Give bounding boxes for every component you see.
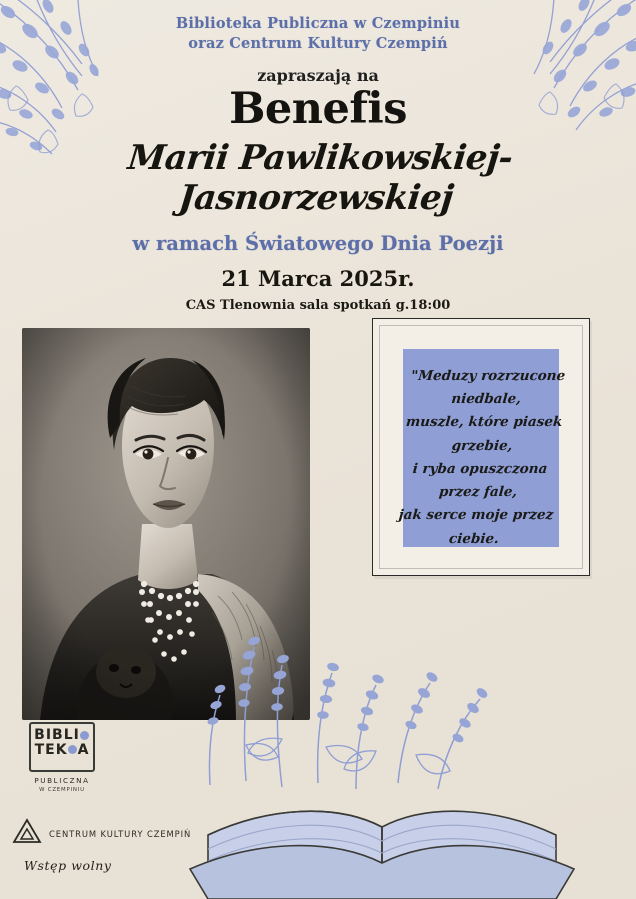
library-logo-line-1: BIBLI — [31, 724, 93, 743]
culture-center-logo — [12, 818, 191, 849]
invite-label: zapraszają na — [257, 66, 379, 86]
event-venue: CAS Tlenownia sala spotkań g.18:00 — [185, 298, 451, 314]
library-logo-mark — [29, 722, 95, 772]
event-subtitle: w ramach Światowego Dnia Poezji — [132, 232, 504, 256]
poem-card — [372, 318, 590, 576]
event-date: 21 Marca 2025r. — [221, 266, 415, 292]
library-logo-dot2-icon — [68, 745, 77, 754]
poster-header — [0, 14, 636, 313]
organizer-line-2: oraz Centrum Kultury Czempiń — [188, 34, 448, 52]
triangle-logo-icon — [12, 818, 42, 849]
poem-text: "Meduzy rozrzucone niedbale, muszle, które piasek grzebie, i ryba opuszczona przez fale, jak serce moje przez ciebie. — [398, 368, 566, 547]
library-logo-line-2: TEK A — [34, 741, 90, 758]
free-entry-note: Wstęp wolny — [24, 858, 112, 873]
event-type-title: Benefis — [229, 84, 407, 135]
library-logo-subtitle: PUBLICZNA — [34, 776, 90, 785]
honoree-name: Marii Pawlikowskiej-Jasnorzewskiej — [125, 138, 515, 219]
library-logo — [16, 722, 108, 802]
portrait-photo — [22, 328, 310, 720]
library-logo-dot-icon — [80, 731, 89, 740]
organizer-line-1: Biblioteka Publiczna w Czempiniu — [175, 15, 461, 32]
library-logo-location: W CZEMPINIU — [39, 787, 85, 793]
culture-center-label: CENTRUM KULTURY CZEMPIŃ — [49, 828, 192, 839]
